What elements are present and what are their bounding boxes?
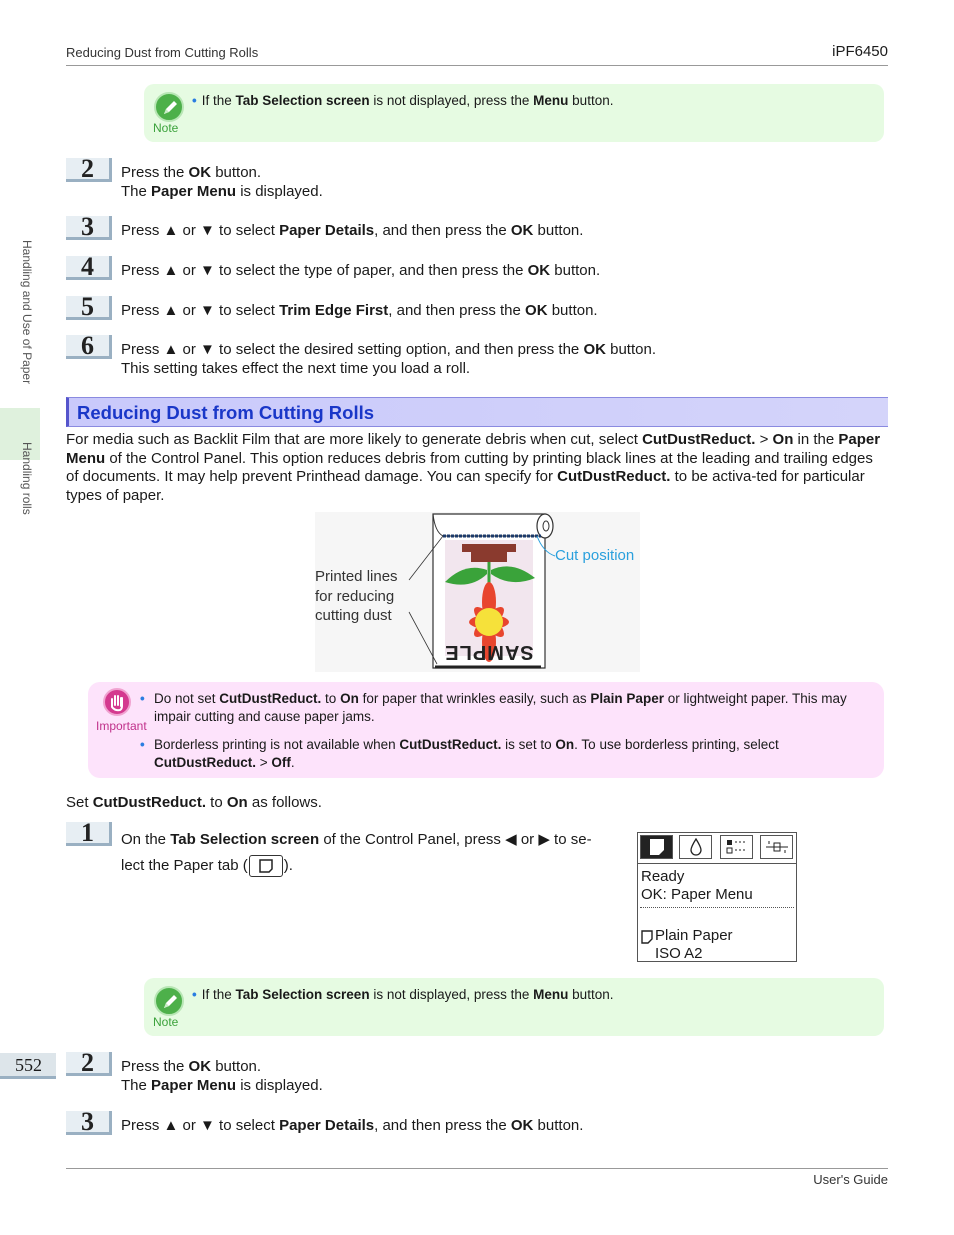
control-panel-display [637,832,797,962]
important-box [88,682,884,778]
cut-dust-figure [315,512,640,672]
running-header-model: iPF6450 [832,43,888,60]
page-number: 552 [15,1055,42,1075]
section-paragraph: For media such as Backlit Film that are more likely to generate debris when cut, select CutDustReduct. > On in the Paper Menu of the Control Panel. This option reduces debris from cutting by printing black lines at the leading and trailing edges of documents. It may help prevent Printhead damage. You can specify for CutDustReduct. to be activa-ted for particular types of paper. [66,431,881,504]
page-number-tab [0,1053,56,1079]
right-arrow-icon: ▶ [538,831,550,848]
step-text: Press ▲ or ▼ to select Paper Details, and then press the OK button. [121,222,584,239]
step-text: Press ▲ or ▼ to select the type of paper, and then press the OK button. [121,262,601,279]
paper-tab-icon [249,855,283,877]
note-text: • If the Tab Selection screen is not displayed, press the Menu button. [192,987,614,1002]
note-box [144,84,884,142]
note-label: Note [153,1015,179,1029]
header-rule [66,65,888,66]
lcd-divider [640,907,794,908]
sidebar-chapter: Handling and Use of Paper [20,240,34,385]
footer-rule [66,1168,888,1169]
sidebar-section: Handling rolls [20,442,34,515]
section-heading [66,397,888,427]
running-header-title: Reducing Dust from Cutting Rolls [66,45,259,60]
lcd-settings-tab[interactable] [720,835,753,859]
left-arrow-icon: ◀ [505,831,517,848]
section-title: Reducing Dust from Cutting Rolls [77,402,375,423]
step-text: Press ▲ or ▼ to select Paper Details, and then press the OK button. [121,1117,584,1134]
step-number: 5 [66,296,112,320]
step-text: Press ▲ or ▼ to select Trim Edge First, and then press the OK button. [121,302,598,319]
bullet-icon: • [192,987,197,1002]
lcd-menu-hint: OK: Paper Menu [641,886,753,903]
note-text: • If the Tab Selection screen is not displayed, press the Menu button. [192,93,614,108]
step-number: 2 [66,1052,112,1076]
note-pencil-icon [154,986,184,1016]
lcd-status: Ready [641,868,685,885]
sample-text: SAMPLE [444,641,534,663]
bullet-icon: • [192,93,197,108]
important-bullet-2: • Borderless printing is not available when CutDustReduct. is set to On. To use borderless printing, select CutDustReduct. > Off. [140,737,779,770]
step-text: Press the OK button. The Paper Menu is displayed. [121,1058,323,1094]
lcd-paper-size: ISO A2 [655,945,703,962]
important-bullet-1: • Do not set CutDustReduct. to On for paper that wrinkles easily, such as Plain Paper or lightweight paper. This may impair cutting and cause paper jams. [140,691,847,724]
step-number: 1 [66,822,112,846]
step-number: 2 [66,158,112,182]
step-number: 4 [66,256,112,280]
lcd-paper-tab[interactable] [640,835,673,859]
footer-guide: User's Guide [813,1172,888,1187]
lcd-ink-tab[interactable] [679,835,712,859]
step-number: 3 [66,1111,112,1135]
note-label: Note [153,121,179,135]
printed-lines-label: Printed lines for reducing cutting dust [315,568,398,624]
important-hand-icon [103,688,131,716]
step-number: 3 [66,216,112,240]
step-text: Press ▲ or ▼ to select the desired setting option, and then press the OK button. This setting takes effect the next time you load a roll. [121,341,656,377]
lcd-tab-bar [638,833,796,864]
note-pencil-icon [154,92,184,122]
lcd-paper-icon [641,930,653,949]
step-text: On the Tab Selection screen of the Control Panel, press ◀ or ▶ to se- lect the Paper tab ( ). [121,827,592,879]
set-instruction: Set CutDustReduct. to On as follows. [66,794,322,811]
lcd-job-tab[interactable] [760,835,793,859]
step-text: Press the OK button. The Paper Menu is displayed. [121,164,323,200]
step-number: 6 [66,335,112,359]
note-box [144,978,884,1036]
important-label: Important [96,719,147,733]
lcd-paper-type: Plain Paper [655,927,733,944]
cut-position-label: Cut position [555,547,635,564]
